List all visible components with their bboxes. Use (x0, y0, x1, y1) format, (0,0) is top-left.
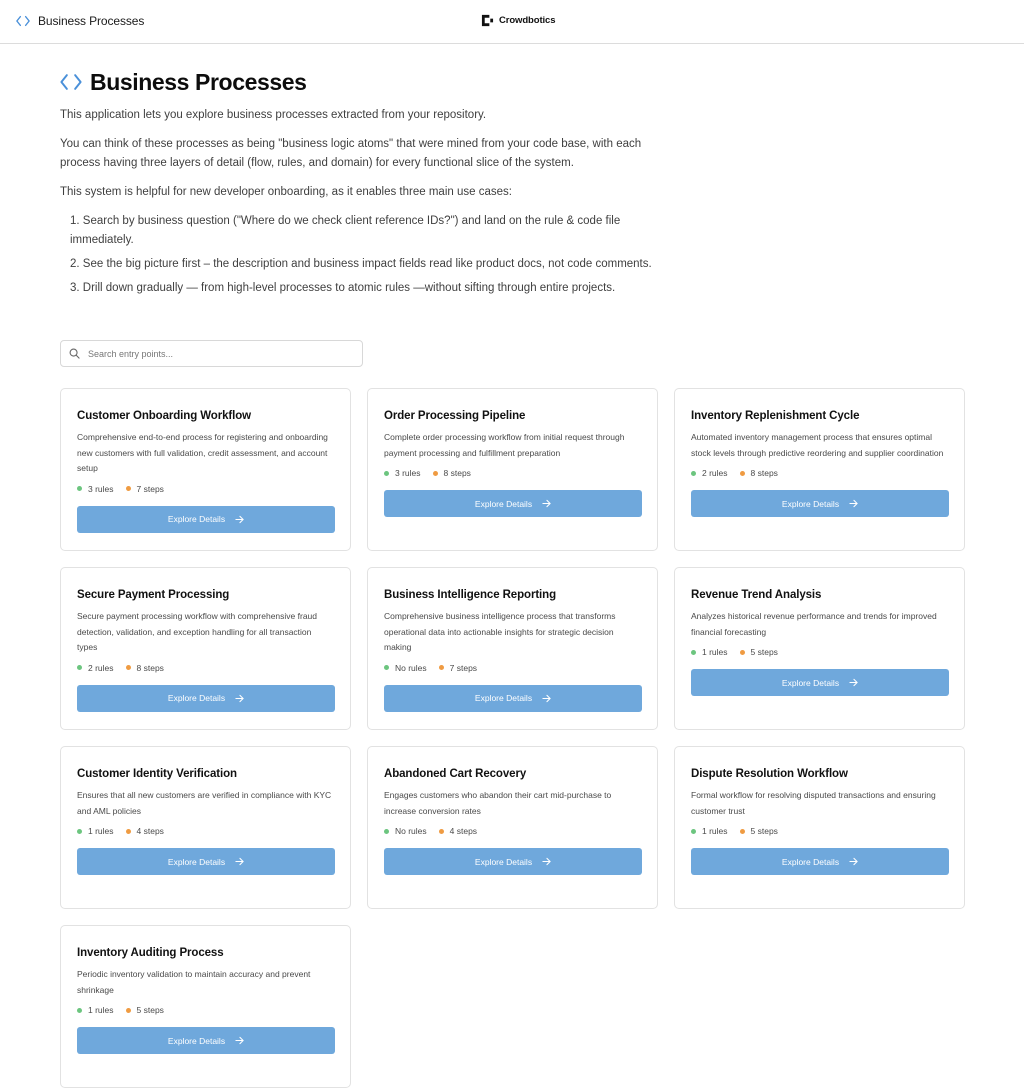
code-brackets-icon (60, 71, 82, 93)
process-card (60, 925, 351, 1088)
process-card-title: Abandoned Cart Recovery (384, 768, 527, 780)
brand[interactable] (481, 14, 555, 27)
process-card (60, 388, 351, 551)
process-card-grid (60, 388, 965, 1088)
explore-details-label: Explore Details (474, 693, 533, 703)
page-heading (60, 66, 964, 98)
process-card-description: Automated inventory management process that ensures optimal stock levels through predictive reordering and supplier coordination (691, 432, 944, 458)
steps-dot-icon (126, 1008, 131, 1013)
process-card-meta (384, 824, 641, 838)
rules-count: 3 rules (395, 468, 421, 478)
use-case-list (60, 212, 660, 298)
steps-count: 7 steps (449, 662, 478, 673)
process-card-title: Revenue Trend Analysis (691, 589, 822, 601)
steps-dot-icon (740, 471, 745, 476)
explore-details-button[interactable] (384, 685, 642, 712)
steps-dot-icon (740, 829, 745, 834)
intro-text (60, 106, 660, 298)
steps-dot-icon (126, 665, 131, 670)
rules-dot-icon (77, 829, 82, 834)
explore-details-button[interactable] (77, 685, 335, 712)
process-card-title: Customer Onboarding Workflow (77, 410, 251, 422)
intro-paragraph: This system is helpful for new developer onboarding, as it enables three main use cases: (60, 186, 512, 198)
explore-details-label: Explore Details (167, 514, 226, 524)
process-card-title: Secure Payment Processing (77, 589, 230, 601)
rules-count: No rules (395, 662, 427, 673)
process-card-title: Inventory Auditing Process (77, 947, 224, 959)
use-case-item: 2. See the big picture first – the description and business impact fields read like product docs, not code comments. (70, 258, 652, 270)
arrow-right-icon (542, 857, 551, 866)
explore-details-button[interactable] (77, 1027, 335, 1054)
process-card-meta (77, 1003, 334, 1017)
process-card (367, 388, 658, 551)
process-card-meta (691, 466, 948, 480)
rules-count: 2 rules (702, 468, 728, 478)
crowdbotics-logo-icon (481, 14, 494, 27)
main-content (60, 66, 964, 303)
process-card-meta (691, 645, 948, 659)
process-card (367, 567, 658, 730)
steps-count: 5 steps (136, 1005, 164, 1015)
explore-details-label: Explore Details (781, 856, 840, 867)
steps-count: 8 steps (136, 662, 164, 673)
rules-count: 2 rules (88, 662, 114, 673)
use-case-item: 1. Search by business question ("Where do we check client reference IDs?") and land on the rule & code file immediately. (70, 215, 621, 246)
search-icon (69, 348, 80, 359)
process-card-title: Customer Identity Verification (77, 768, 237, 780)
rules-dot-icon (384, 471, 389, 476)
search-input[interactable] (88, 349, 348, 359)
steps-count: 5 steps (750, 647, 778, 657)
intro-paragraph: You can think of these processes as being "business logic atoms" that were mined from your code base, with each process having three layers of detail (flow, rules, and domain) for every functional slice of the system. (60, 138, 642, 169)
top-bar (0, 0, 1024, 44)
process-card (60, 567, 351, 730)
intro-paragraph: This application lets you explore business processes extracted from your repository. (60, 109, 487, 121)
code-brackets-icon (16, 14, 30, 28)
process-card (674, 567, 965, 730)
explore-details-button[interactable] (691, 669, 949, 696)
explore-details-button[interactable] (691, 490, 949, 517)
rules-count: 3 rules (88, 483, 114, 494)
process-card-meta (77, 661, 334, 675)
explore-details-label: Explore Details (474, 856, 533, 867)
arrow-right-icon (542, 499, 551, 508)
explore-details-button[interactable] (384, 490, 642, 517)
brand-name: Crowdbotics (499, 15, 556, 26)
process-card-description: Periodic inventory validation to maintain accuracy and prevent shrinkage (77, 969, 311, 995)
rules-dot-icon (384, 665, 389, 670)
steps-count: 4 steps (136, 826, 164, 836)
explore-details-label: Explore Details (781, 677, 840, 688)
explore-details-label: Explore Details (167, 693, 226, 703)
arrow-right-icon (235, 515, 244, 524)
steps-count: 7 steps (136, 483, 164, 494)
process-card-meta (77, 824, 334, 838)
process-card-description: Analyzes historical revenue performance and trends for improved financial forecasting (691, 611, 937, 637)
steps-dot-icon (439, 665, 444, 670)
steps-count: 8 steps (443, 468, 471, 478)
process-card-description: Comprehensive business intelligence process that transforms operational data into actionable insights for strategic decision making (384, 611, 616, 652)
process-card-title: Business Intelligence Reporting (384, 589, 556, 601)
process-card-title: Order Processing Pipeline (384, 410, 526, 422)
arrow-right-icon (235, 857, 244, 866)
process-card-meta (77, 482, 334, 496)
search-box[interactable] (60, 340, 363, 367)
process-card-title: Dispute Resolution Workflow (691, 768, 848, 780)
process-card-description: Complete order processing workflow from initial request through payment processing and fulfillment preparation (384, 432, 625, 458)
explore-details-button[interactable] (77, 506, 335, 533)
steps-dot-icon (439, 829, 444, 834)
explore-details-label: Explore Details (781, 498, 840, 509)
explore-details-button[interactable] (691, 848, 949, 875)
steps-dot-icon (126, 486, 131, 491)
rules-dot-icon (384, 829, 389, 834)
process-card-description: Engages customers who abandon their cart mid-purchase to increase conversion rates (384, 790, 612, 816)
explore-details-button[interactable] (384, 848, 642, 875)
explore-details-label: Explore Details (167, 856, 226, 867)
rules-count: No rules (395, 826, 427, 836)
steps-dot-icon (126, 829, 131, 834)
process-card-meta (384, 661, 641, 675)
page-title: Business Processes (90, 68, 307, 95)
process-card-description: Secure payment processing workflow with comprehensive fraud detection, validation, and exception handling for all transaction types (77, 611, 318, 652)
process-card-meta (691, 824, 948, 838)
process-card (60, 746, 351, 909)
process-card-meta (384, 466, 641, 480)
steps-count: 5 steps (750, 826, 778, 836)
rules-count: 1 rules (702, 647, 728, 657)
process-card-title: Inventory Replenishment Cycle (691, 410, 860, 422)
process-card-description: Formal workflow for resolving disputed transactions and ensuring customer trust (691, 790, 936, 816)
explore-details-label: Explore Details (167, 1035, 226, 1046)
process-card (674, 388, 965, 551)
process-card (367, 746, 658, 909)
rules-dot-icon (691, 829, 696, 834)
arrow-right-icon (235, 1036, 244, 1045)
topbar-title: Business Processes (38, 14, 145, 28)
rules-dot-icon (691, 650, 696, 655)
rules-dot-icon (77, 665, 82, 670)
steps-dot-icon (433, 471, 438, 476)
arrow-right-icon (849, 499, 858, 508)
topbar-title-group[interactable] (16, 14, 144, 28)
rules-dot-icon (77, 1008, 82, 1013)
rules-count: 1 rules (88, 1005, 114, 1015)
explore-details-button[interactable] (77, 848, 335, 875)
arrow-right-icon (542, 694, 551, 703)
use-case-item: 3. Drill down gradually — from high-level processes to atomic rules —without sifting through entire projects. (70, 282, 616, 294)
process-card (674, 746, 965, 909)
steps-dot-icon (740, 650, 745, 655)
arrow-right-icon (849, 857, 858, 866)
arrow-right-icon (849, 678, 858, 687)
process-card-description: Ensures that all new customers are verified in compliance with KYC and AML policies (77, 790, 332, 816)
rules-count: 1 rules (88, 826, 114, 836)
steps-count: 4 steps (449, 826, 478, 836)
rules-count: 1 rules (702, 826, 728, 836)
rules-dot-icon (77, 486, 82, 491)
explore-details-label: Explore Details (474, 498, 533, 509)
process-card-description: Comprehensive end-to-end process for registering and onboarding new customers with full validation, credit assessment, and account setup (77, 432, 328, 473)
steps-count: 8 steps (750, 468, 778, 478)
rules-dot-icon (691, 471, 696, 476)
arrow-right-icon (235, 694, 244, 703)
